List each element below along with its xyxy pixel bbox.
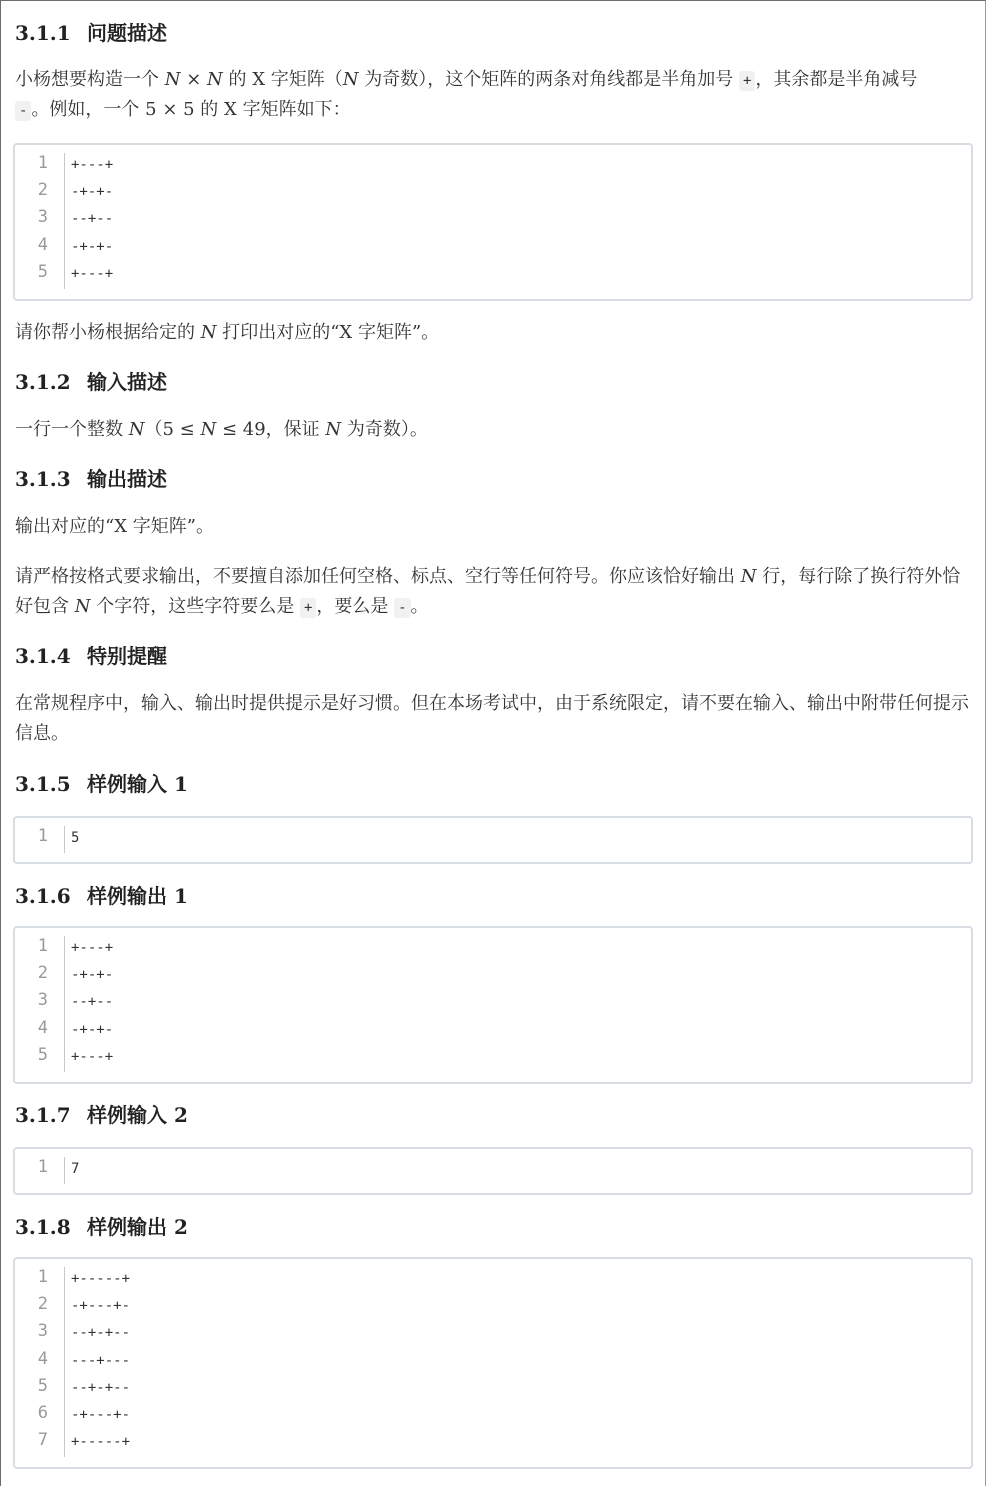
line-number: 2 (37, 1294, 48, 1315)
section-heading-reminder (15, 643, 167, 669)
code-block-sample-output-1 (13, 926, 973, 1084)
text-span: ，要么是 (316, 596, 395, 617)
line-number: 4 (37, 1348, 48, 1369)
code-line (15, 1294, 971, 1321)
code-line (15, 1430, 971, 1457)
math-var: N (207, 69, 223, 90)
code-line (15, 936, 971, 963)
text-span: 小杨想要构造一个 (15, 69, 165, 90)
output-paragraph (15, 512, 973, 542)
line-number: 1 (37, 1267, 48, 1287)
instruction-paragraph (15, 318, 973, 348)
section-number: 3.1.1 (15, 21, 71, 45)
math-var: N (325, 419, 342, 440)
code-text: 5 (71, 830, 80, 846)
section-number: 3.1.8 (15, 1215, 71, 1239)
code-text: -+-+- (71, 1021, 114, 1038)
code-text: +-----+ (71, 1271, 131, 1287)
inline-code: + (300, 598, 316, 618)
section-title: 输出描述 (87, 467, 167, 491)
inline-code: - (15, 101, 31, 121)
code-text: -+---+- (71, 1298, 131, 1315)
line-number: 1 (37, 1157, 48, 1177)
section-number: 3.1.7 (15, 1103, 71, 1127)
line-number: 3 (37, 1321, 48, 1342)
problem-paragraph (15, 65, 973, 125)
line-number: 5 (37, 1375, 48, 1396)
inline-code: - (394, 598, 410, 618)
text-span: 为奇数）。 (341, 419, 428, 440)
text-span: 请你帮小杨根据给定的 (15, 322, 201, 343)
math-op: × (180, 69, 208, 90)
section-heading-sample-input-1 (15, 771, 188, 797)
code-text: -+-+- (71, 967, 114, 984)
code-line (15, 1157, 971, 1184)
code-line (15, 990, 971, 1017)
text-span: 行，每行除了换行符外恰好包含 (15, 566, 961, 617)
line-number: 6 (37, 1403, 48, 1423)
code-text: -+-+- (71, 184, 114, 201)
section-title: 样例输入 2 (87, 1103, 188, 1127)
math-var: N (128, 419, 145, 440)
section-heading-input (15, 369, 167, 395)
text-span: 为奇数），这个矩阵的两条对角线都是半角加号 (358, 69, 739, 90)
code-text: --+-+-- (71, 1325, 131, 1342)
section-heading-sample-input-2 (15, 1102, 188, 1128)
text-span: 。例如，一个 5 × 5 的 X 字矩阵如下： (31, 99, 351, 120)
section-heading-sample-output-2 (15, 1214, 188, 1240)
code-line (15, 826, 971, 853)
section-number: 3.1.5 (15, 772, 71, 796)
text-span: ，其余都是半角减号 (755, 69, 918, 90)
code-line (15, 180, 971, 207)
math-var: N (200, 322, 217, 343)
input-paragraph (15, 415, 973, 445)
section-title: 样例输出 2 (87, 1215, 188, 1239)
line-number: 4 (37, 234, 48, 255)
code-line (15, 262, 971, 289)
line-number: 3 (37, 207, 48, 228)
section-heading-problem (15, 20, 167, 46)
code-line (15, 1321, 971, 1348)
section-title: 样例输入 1 (87, 772, 188, 796)
code-line (15, 1376, 971, 1403)
text-span: 一行一个整数 (15, 419, 129, 440)
line-number: 7 (37, 1430, 48, 1451)
text-span: 请严格按格式要求输出，不要擅自添加任何空格、标点、空行等任何符号。你应该恰好输出 (15, 566, 741, 587)
code-line (15, 207, 971, 234)
code-text: --+-+-- (71, 1379, 131, 1396)
code-text: -+-+- (71, 238, 114, 255)
text-span: ≤ 49，保证 (216, 419, 326, 440)
code-block-sample-output-2 (13, 1257, 973, 1469)
section-title: 输入描述 (87, 370, 167, 394)
text-span: 在常规程序中，输入、输出时提供提示是好习惯。但在本场考试中，由于系统限定，请不要在输入、输出中附带任何提示信息。 (15, 693, 969, 744)
section-title: 样例输出 1 (87, 884, 188, 908)
section-heading-output (15, 466, 167, 492)
code-block-sample-input-2 (13, 1147, 973, 1195)
code-line (15, 963, 971, 990)
code-text: +---+ (71, 940, 114, 956)
math-var: N (342, 69, 359, 90)
code-line (15, 235, 971, 262)
line-number: 3 (37, 990, 48, 1011)
reminder-paragraph (15, 689, 973, 749)
section-number: 3.1.3 (15, 467, 71, 491)
text-span: 的 X 字矩阵（ (222, 69, 343, 90)
code-text: --+-- (71, 994, 114, 1011)
inline-code: + (739, 71, 755, 91)
line-number: 1 (37, 153, 48, 173)
format-paragraph (15, 562, 973, 622)
code-text: 7 (71, 1161, 80, 1177)
section-number: 3.1.4 (15, 644, 71, 668)
code-text: +---+ (71, 265, 114, 282)
line-number: 5 (37, 1044, 48, 1065)
line-number: 1 (37, 826, 48, 846)
code-line (15, 1045, 971, 1072)
code-text: -+---+- (71, 1407, 131, 1423)
math-var: N (200, 419, 217, 440)
line-number: 1 (37, 936, 48, 956)
section-number: 3.1.2 (15, 370, 71, 394)
math-var: N (740, 566, 757, 587)
code-line (15, 153, 971, 180)
code-line (15, 1018, 971, 1045)
code-line (15, 1349, 971, 1376)
line-number: 5 (37, 261, 48, 282)
text-span: 。 (410, 596, 429, 617)
code-line (15, 1267, 971, 1294)
section-title: 特别提醒 (87, 644, 167, 668)
code-block-sample-input-1 (13, 816, 973, 864)
section-number: 3.1.6 (15, 884, 71, 908)
text-span: （5 ≤ (144, 419, 201, 440)
code-text: ---+--- (71, 1352, 131, 1369)
math-var: N (164, 69, 181, 90)
section-heading-sample-output-1 (15, 883, 188, 909)
code-text: --+-- (71, 211, 114, 228)
text-span: 个字符，这些字符要么是 (90, 596, 300, 617)
code-block-example (13, 143, 973, 301)
section-title: 问题描述 (87, 21, 167, 45)
code-text: +---+ (71, 1048, 114, 1065)
line-number: 2 (37, 180, 48, 201)
line-number: 2 (37, 963, 48, 984)
math-var: N (74, 596, 91, 617)
code-text: +-----+ (71, 1434, 131, 1451)
code-line (15, 1403, 971, 1430)
line-number: 4 (37, 1017, 48, 1038)
text-span: 打印出对应的“X 字矩阵”。 (216, 322, 440, 343)
text-span: 输出对应的“X 字矩阵”。 (15, 516, 214, 537)
code-text: +---+ (71, 157, 114, 173)
